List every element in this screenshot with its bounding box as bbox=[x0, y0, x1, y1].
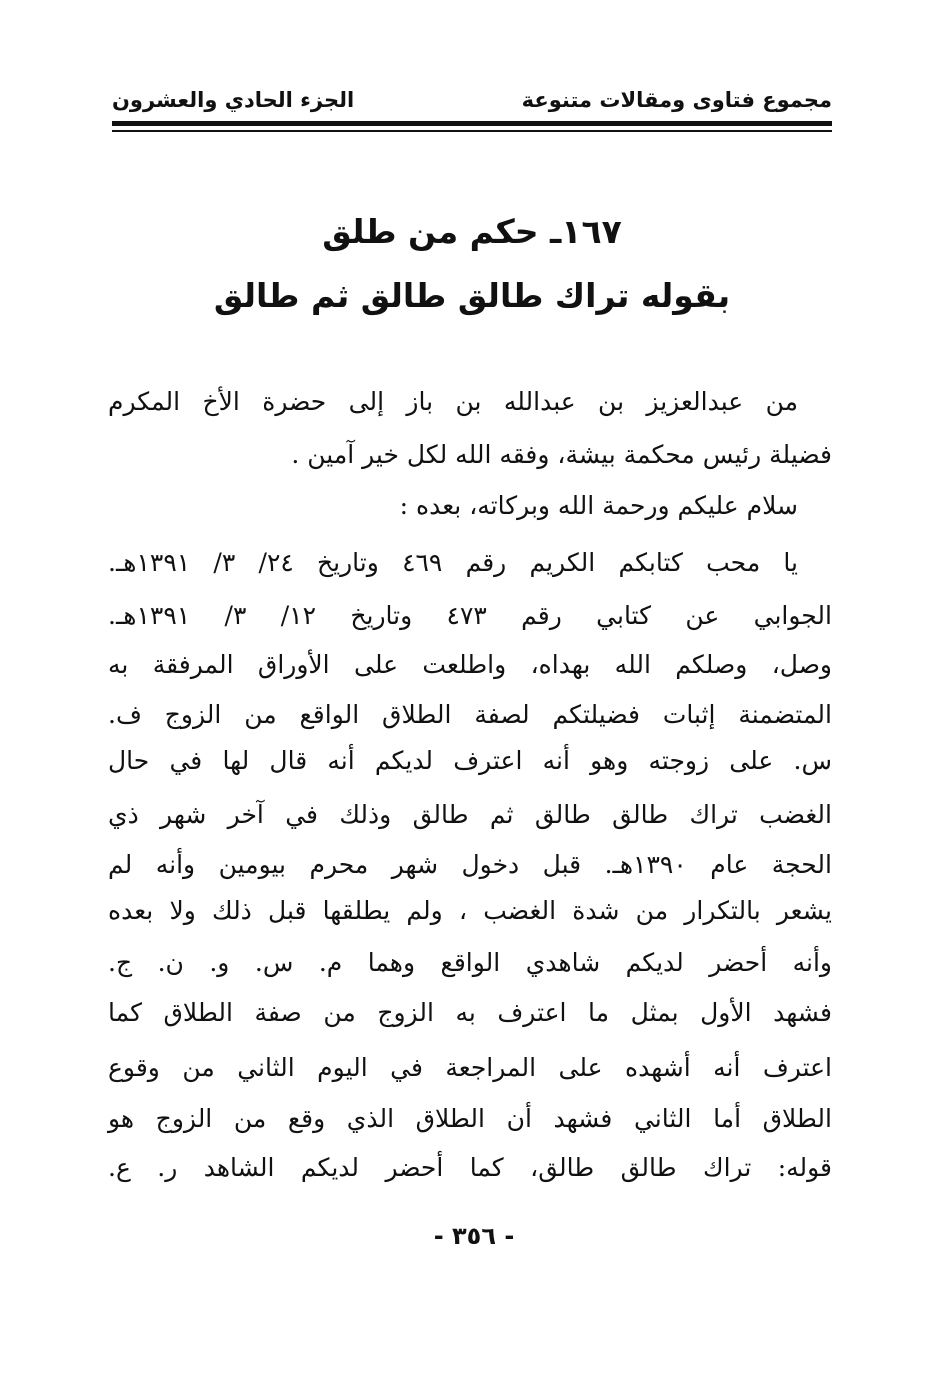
body-line-11: يشعر بالتكرار من شدة الغضب ، ولم يطلقها قبل ذلك ولا بعده bbox=[108, 896, 832, 925]
body-line-9: الغضب تراك طالق طالق ثم طالق وذلك في آخر شهر ذي bbox=[108, 800, 832, 829]
body-line-6: وصل، وصلكم الله بهداه، واطلعت على الأوراق المرفقة به bbox=[108, 650, 832, 679]
body-line-13: فشهد الأول بمثل ما اعترف به الزوج من صفة الطلاق كما bbox=[108, 998, 832, 1027]
body-line-1: من عبدالعزيز بن عبدالله بن باز إلى حضرة الأخ المكرم bbox=[108, 387, 798, 416]
page-number: - ٣٥٦ - bbox=[433, 1222, 515, 1250]
running-header bbox=[112, 84, 832, 118]
fatwa-title-line-2: بقوله تراك طالق طالق ثم طالق bbox=[213, 276, 731, 315]
body-line-7: المتضمنة إثبات فضيلتكم لصفة الطلاق الواقع من الزوج ف. bbox=[108, 700, 832, 729]
body-line-15: الطلاق أما الثاني فشهد أن الطلاق الذي وقع من الزوج هو bbox=[108, 1104, 832, 1133]
body-line-10: الحجة عام ١٣٩٠هـ. قبل دخول شهر محرم بيومين وأنه لم bbox=[108, 850, 832, 879]
body-line-8: س. على زوجته وهو أنه اعترف لديكم أنه قال لها في حال bbox=[108, 746, 832, 775]
body-line-14: اعترف أنه أشهده على المراجعة في اليوم الثاني من وقوع bbox=[108, 1053, 832, 1082]
fatwa-title-line-1: ١٦٧ـ حكم من طلق bbox=[322, 212, 622, 251]
header-volume: الجزء الحادي والعشرون bbox=[112, 88, 355, 112]
header-rule-thick bbox=[112, 121, 832, 126]
body-line-16: قوله: تراك طالق طالق، كما أحضر لديكم الشاهد ر. ع. bbox=[108, 1153, 832, 1182]
body-line-3: سلام عليكم ورحمة الله وبركاته، بعده : bbox=[399, 491, 798, 520]
body-line-12: وأنه أحضر لديكم شاهدي الواقع وهما م. س. و. ن. ج. bbox=[108, 948, 832, 977]
body-line-4: يا محب كتابكم الكريم رقم ٤٦٩ وتاريخ ٢٤/ ٣/ ١٣٩١هـ. bbox=[108, 548, 799, 577]
header-book-title: مجموع فتاوى ومقالات متنوعة bbox=[521, 88, 832, 112]
header-rule-thin bbox=[112, 130, 832, 132]
body-line-2: فضيلة رئيس محكمة بيشة، وفقه الله لكل خير آمين . bbox=[291, 440, 832, 469]
body-line-5: الجوابي عن كتابي رقم ٤٧٣ وتاريخ ١٢/ ٣/ ١٣٩١هـ. bbox=[108, 601, 832, 630]
